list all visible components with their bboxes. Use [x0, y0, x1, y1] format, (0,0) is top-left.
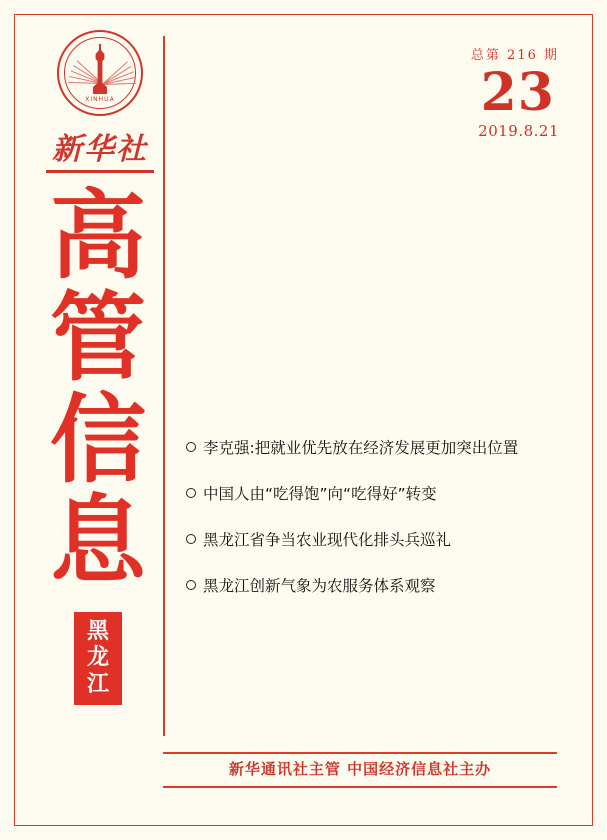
list-item[interactable]: [186, 530, 566, 550]
province-badge: [74, 612, 122, 705]
seal-pinyin-label: XINHUA: [85, 96, 115, 103]
issue-date: 2019.8.21: [478, 122, 559, 140]
headline-text: 黑龙江创新气象为农服务体系观察: [203, 577, 436, 596]
total-issue-label: 总第 216 期: [470, 48, 559, 63]
brand-name: 新华社: [52, 132, 148, 167]
headline-text: 黑龙江省争当农业现代化排头兵巡礼: [203, 531, 452, 550]
circle-bullet-icon: [186, 534, 196, 544]
footer-rule-top: [163, 752, 557, 754]
xinhua-seal-icon: [57, 30, 143, 116]
province-char-2: 龙: [86, 644, 109, 671]
masthead: [40, 30, 160, 170]
footer-rule-bottom: [163, 786, 557, 788]
title-char-4: 息: [50, 484, 146, 598]
list-item[interactable]: [186, 576, 566, 596]
province-char-1: 黑: [86, 618, 109, 644]
headline-list: [186, 438, 566, 623]
page-title: [42, 179, 154, 598]
list-item[interactable]: [186, 484, 566, 504]
headline-text: 李克强:把就业优先放在经济发展更加突出位置: [203, 439, 519, 457]
circle-bullet-icon: [186, 488, 196, 498]
brand-underline: [46, 170, 154, 173]
circle-bullet-icon: [186, 442, 196, 452]
headline-text: 中国人由“吃得饱”向“吃得好”转变: [203, 485, 437, 504]
circle-bullet-icon: [186, 580, 196, 590]
title-char-2: 管: [50, 280, 146, 394]
list-item[interactable]: [186, 438, 566, 458]
title-char-1: 高: [50, 179, 146, 292]
province-char-3: 江: [86, 670, 109, 697]
issue-number: 23: [480, 62, 555, 123]
footer-text: 新华通讯社主管 中国经济信息社主办: [228, 760, 492, 778]
vertical-divider: [163, 36, 165, 736]
title-char-3: 信: [50, 382, 146, 496]
